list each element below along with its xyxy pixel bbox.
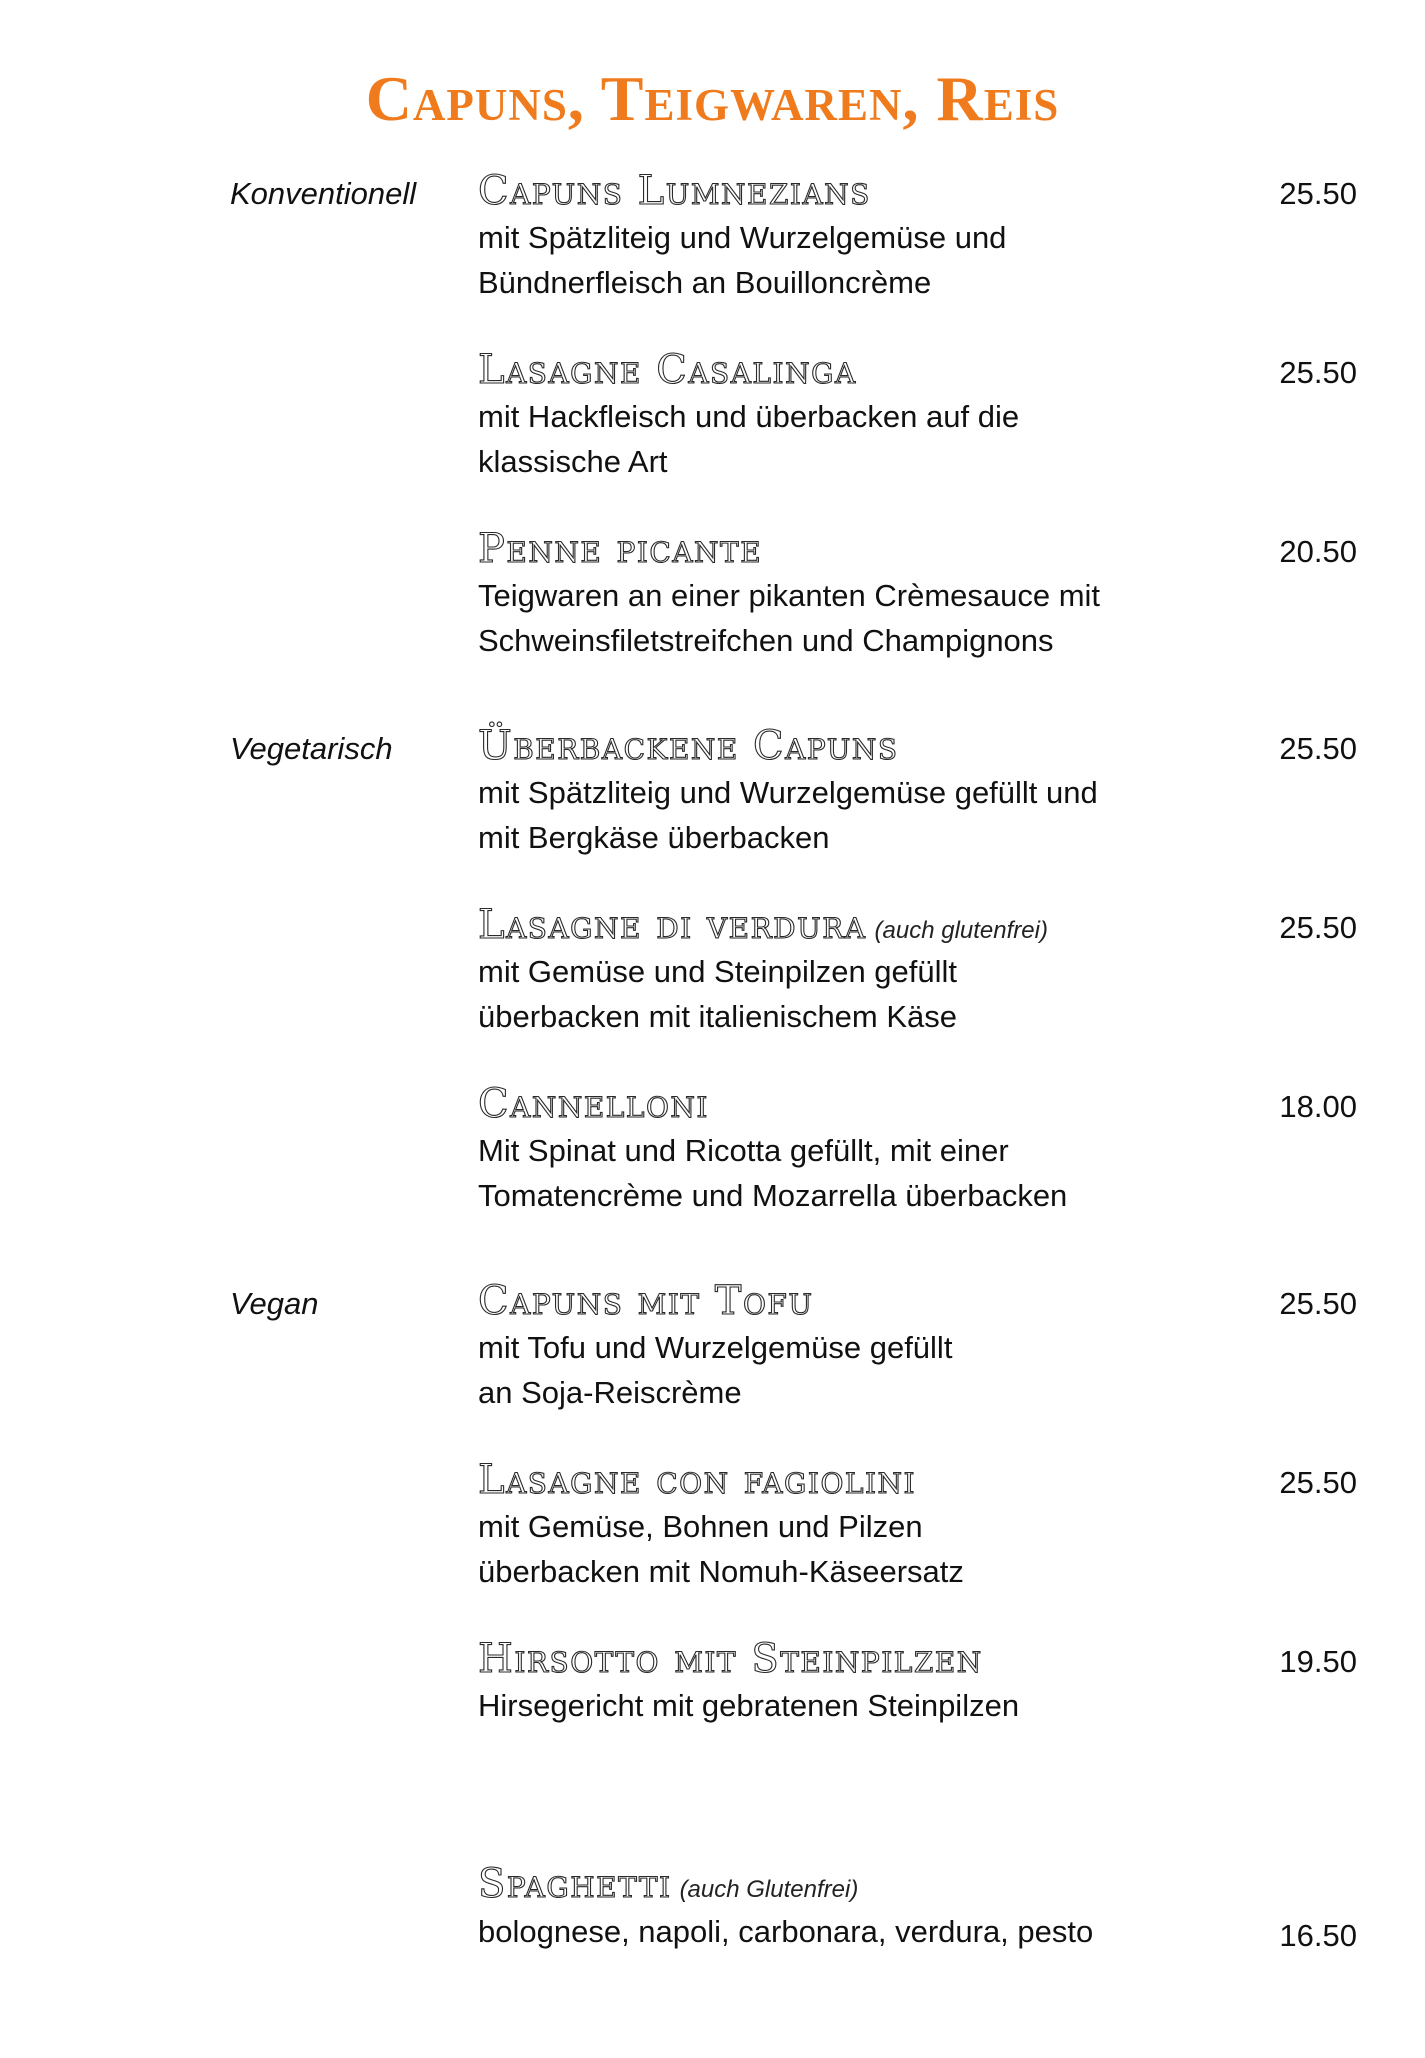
- dish-note: (auch glutenfrei): [874, 917, 1048, 944]
- section-label-konventionell: Konventionell: [230, 176, 417, 211]
- dish-name: [478, 526, 762, 572]
- section-label-vegan: Vegan: [230, 1286, 319, 1321]
- dish-description: [478, 215, 1006, 305]
- dish-description: [478, 1325, 952, 1415]
- dish-price: 18.00: [1279, 1089, 1357, 1124]
- dish-name: [478, 168, 871, 214]
- dish-description: [478, 1683, 1019, 1728]
- description-line: mit Spätzliteig und Wurzelgemüse und: [478, 220, 1007, 255]
- description-line: Mit Spinat und Ricotta gefüllt, mit einer: [478, 1133, 1009, 1168]
- description-line: mit Bergkäse überbacken: [478, 820, 830, 855]
- dish-price: 25.50: [1279, 731, 1357, 766]
- dish-title: Hirsotto mit Steinpilzen: [478, 1636, 983, 1682]
- description-line: Tomatencrème und Mozarrella überbacken: [478, 1178, 1068, 1213]
- dish-description: [478, 1504, 964, 1594]
- spaghetti-description: bolognese, napoli, carbonara, verdura, pesto: [478, 1914, 1094, 1949]
- description-line: mit Spätzliteig und Wurzelgemüse gefüllt und: [478, 775, 1098, 810]
- description-line: klassische Art: [478, 444, 668, 479]
- dish-name: [478, 1457, 916, 1503]
- dish-description: [478, 949, 957, 1039]
- description-line: überbacken mit Nomuh-Käseersatz: [478, 1554, 964, 1589]
- dish-title: Lasagne con fagiolini: [478, 1457, 917, 1503]
- dish-title: Spaghetti: [478, 1861, 672, 1907]
- dish-note: (auch Glutenfrei): [679, 1876, 859, 1903]
- description-line: mit Gemüse, Bohnen und Pilzen: [478, 1509, 923, 1544]
- dish-price: 25.50: [1279, 1286, 1357, 1321]
- dish-price: 25.50: [1279, 910, 1357, 945]
- description-line: Hirsegericht mit gebratenen Steinpilzen: [478, 1688, 1020, 1723]
- dish-price: 19.50: [1279, 1644, 1357, 1679]
- dish-title: Lasagne Casalinga: [478, 347, 857, 393]
- spaghetti-name: [478, 1861, 858, 1907]
- description-line: Bündnerfleisch an Bouilloncrème: [478, 265, 932, 300]
- dish-title: Überbackene Capuns: [478, 723, 899, 769]
- dish-name: [478, 902, 1048, 948]
- description-line: überbacken mit italienischem Käse: [478, 999, 958, 1034]
- dish-price: 25.50: [1279, 176, 1357, 211]
- dish-description: [478, 573, 1100, 663]
- dish-title: Cannelloni: [478, 1081, 709, 1127]
- dish-name: [478, 1278, 813, 1324]
- dish-price: 25.50: [1279, 1465, 1357, 1500]
- description-line: mit Gemüse und Steinpilzen gefüllt: [478, 954, 958, 989]
- dish-name: [478, 1636, 983, 1682]
- dish-title: Penne picante: [478, 526, 763, 572]
- description-line: Teigwaren an einer pikanten Crèmesauce mit: [478, 578, 1101, 613]
- dish-title: Capuns mit Tofu: [478, 1278, 814, 1324]
- description-line: mit Tofu und Wurzelgemüse gefüllt: [478, 1330, 953, 1365]
- dish-description: [478, 1128, 1067, 1218]
- dish-price: 25.50: [1279, 355, 1357, 390]
- spaghetti-price: 16.50: [1279, 1918, 1357, 1953]
- dish-description: [478, 770, 1098, 860]
- description-line: mit Hackfleisch und überbacken auf die: [478, 399, 1020, 434]
- description-line: an Soja-Reiscrème: [478, 1375, 742, 1410]
- dish-title: Capuns Lumnezians: [478, 168, 871, 214]
- menu-title: Capuns, Teigwaren, Reis: [365, 63, 1060, 134]
- description-line: Schweinsfiletstreifchen und Champignons: [478, 623, 1054, 658]
- dish-name: [478, 1081, 709, 1127]
- dish-description: [478, 394, 1019, 484]
- section-label-vegetarisch: Vegetarisch: [230, 731, 393, 766]
- dish-title: Lasagne di verdura: [478, 902, 867, 948]
- dish-name: [478, 347, 857, 393]
- dish-name: [478, 723, 899, 769]
- dish-price: 20.50: [1279, 534, 1357, 569]
